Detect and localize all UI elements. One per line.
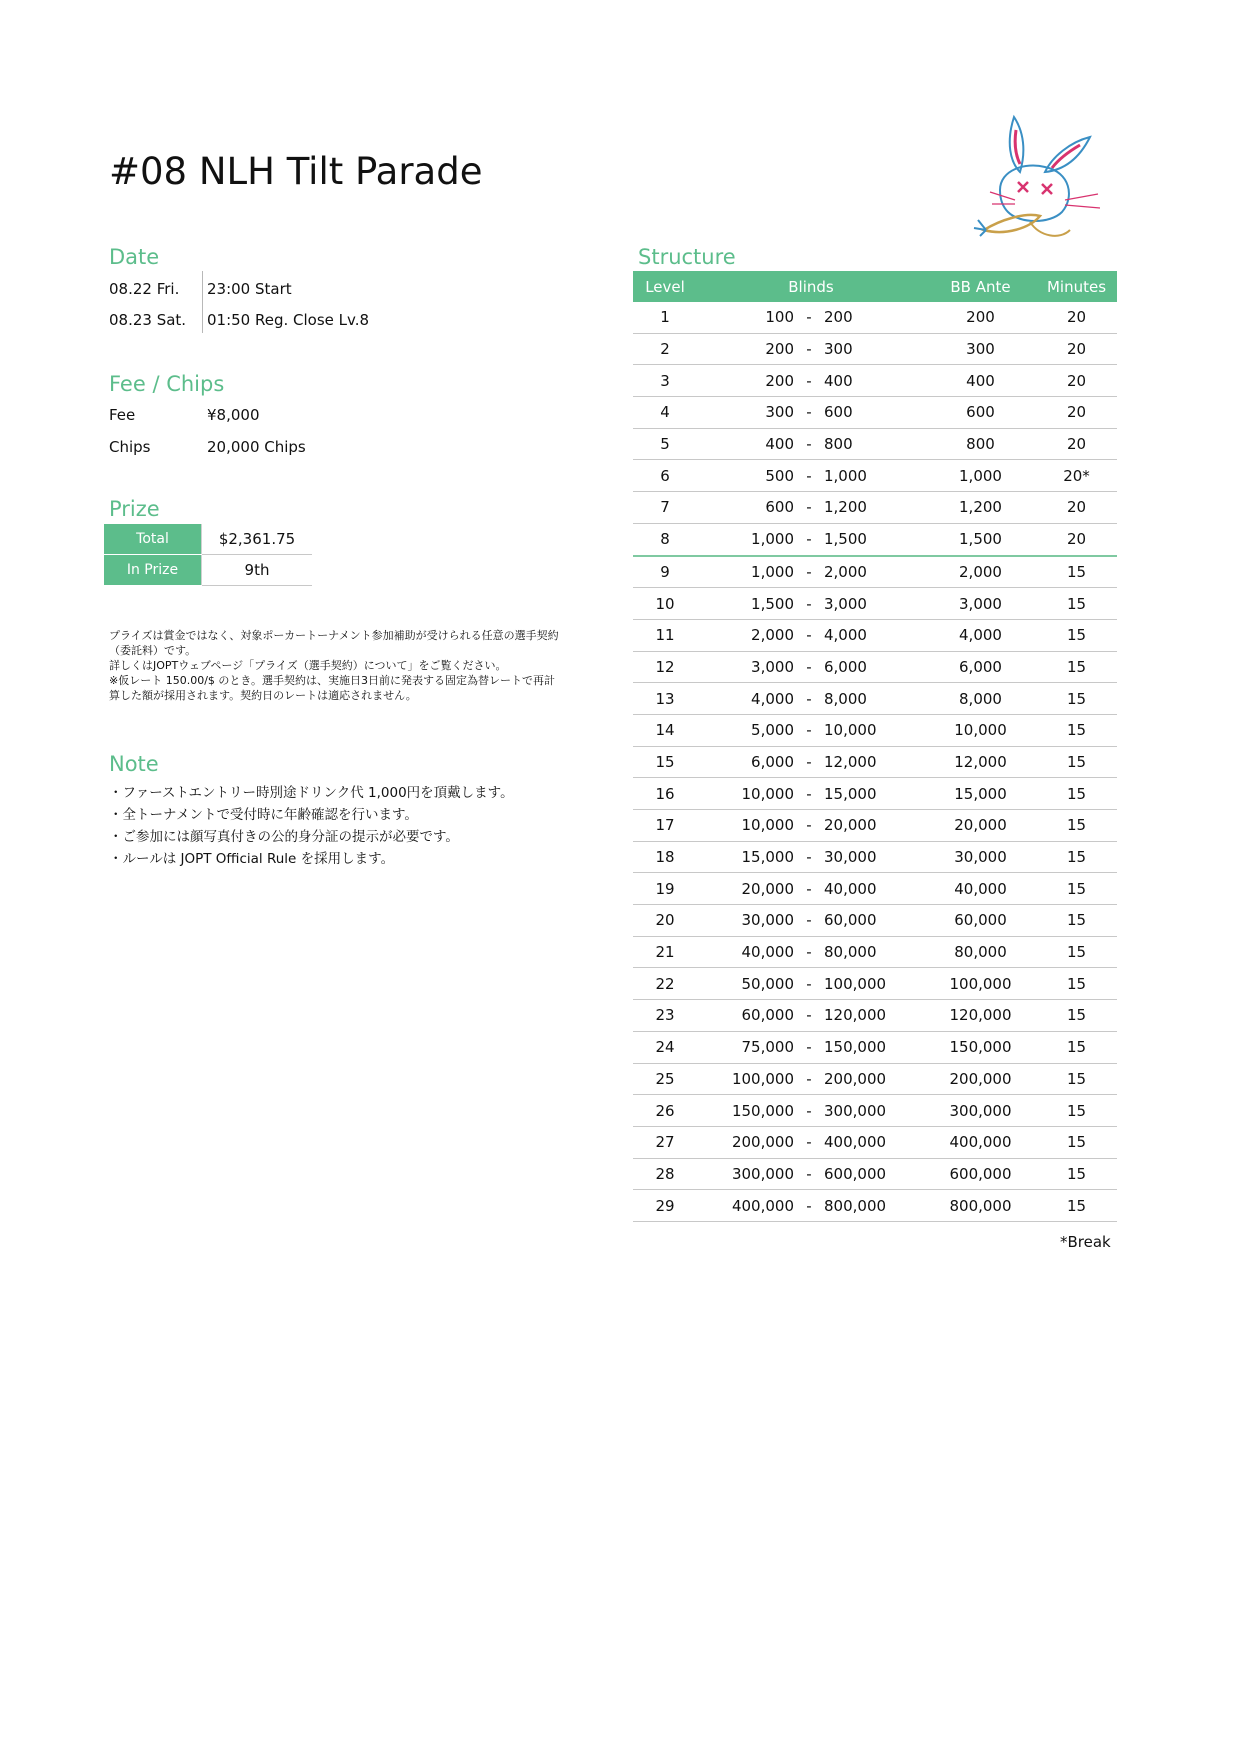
big-blind-cell: 10,000 bbox=[824, 714, 925, 746]
disclaimer-line: （委託料）です。 bbox=[109, 644, 197, 657]
bb-ante-cell: 80,000 bbox=[925, 936, 1036, 968]
big-blind-cell: 60,000 bbox=[824, 905, 925, 937]
small-blind-cell: 1,000 bbox=[697, 523, 794, 555]
chips-value: 20,000 Chips bbox=[207, 438, 306, 456]
bb-ante-cell: 800 bbox=[925, 428, 1036, 460]
bb-ante-cell: 60,000 bbox=[925, 905, 1036, 937]
small-blind-cell: 150,000 bbox=[697, 1095, 794, 1127]
structure-row bbox=[633, 460, 1117, 492]
level-cell: 23 bbox=[633, 1000, 697, 1032]
blind-separator: - bbox=[794, 619, 824, 651]
structure-row bbox=[633, 1158, 1117, 1190]
bb-ante-cell: 1,000 bbox=[925, 460, 1036, 492]
small-blind-cell: 100,000 bbox=[697, 1063, 794, 1095]
bb-ante-cell: 4,000 bbox=[925, 619, 1036, 651]
chips-label: Chips bbox=[109, 438, 151, 456]
big-blind-cell: 1,200 bbox=[824, 492, 925, 524]
bb-ante-cell: 30,000 bbox=[925, 841, 1036, 873]
minutes-cell: 15 bbox=[1036, 1000, 1117, 1032]
small-blind-cell: 200 bbox=[697, 333, 794, 365]
structure-row bbox=[633, 1190, 1117, 1222]
bb-ante-cell: 600,000 bbox=[925, 1158, 1036, 1190]
small-blind-cell: 15,000 bbox=[697, 841, 794, 873]
minutes-cell: 15 bbox=[1036, 1063, 1117, 1095]
small-blind-cell: 75,000 bbox=[697, 1031, 794, 1063]
structure-row bbox=[633, 333, 1117, 365]
structure-row bbox=[633, 873, 1117, 905]
big-blind-cell: 40,000 bbox=[824, 873, 925, 905]
level-cell: 6 bbox=[633, 460, 697, 492]
blind-separator: - bbox=[794, 714, 824, 746]
structure-table bbox=[633, 271, 1117, 1222]
page-title: #08 NLH Tilt Parade bbox=[109, 150, 483, 193]
prize-total-value: $2,361.75 bbox=[202, 524, 313, 555]
structure-row bbox=[633, 746, 1117, 778]
structure-row bbox=[633, 651, 1117, 683]
blind-separator: - bbox=[794, 936, 824, 968]
big-blind-cell: 400,000 bbox=[824, 1126, 925, 1158]
note-heading: Note bbox=[109, 752, 159, 776]
level-cell: 10 bbox=[633, 588, 697, 620]
level-cell: 29 bbox=[633, 1190, 697, 1222]
level-cell: 9 bbox=[633, 556, 697, 588]
minutes-cell: 15 bbox=[1036, 619, 1117, 651]
structure-row bbox=[633, 588, 1117, 620]
small-blind-cell: 200 bbox=[697, 365, 794, 397]
prize-heading: Prize bbox=[109, 497, 160, 521]
structure-body bbox=[633, 302, 1117, 1221]
blind-separator: - bbox=[794, 365, 824, 397]
structure-row bbox=[633, 523, 1117, 555]
structure-row bbox=[633, 1000, 1117, 1032]
small-blind-cell: 400,000 bbox=[697, 1190, 794, 1222]
blind-separator: - bbox=[794, 683, 824, 715]
big-blind-cell: 200,000 bbox=[824, 1063, 925, 1095]
blind-separator: - bbox=[794, 492, 824, 524]
prize-disclaimer bbox=[109, 628, 589, 703]
big-blind-cell: 6,000 bbox=[824, 651, 925, 683]
level-cell: 2 bbox=[633, 333, 697, 365]
header-level: Level bbox=[633, 271, 697, 302]
level-cell: 17 bbox=[633, 810, 697, 842]
level-cell: 26 bbox=[633, 1095, 697, 1127]
small-blind-cell: 600 bbox=[697, 492, 794, 524]
minutes-cell: 15 bbox=[1036, 1158, 1117, 1190]
blind-separator: - bbox=[794, 428, 824, 460]
blind-separator: - bbox=[794, 302, 824, 333]
date-day-1: 08.22 Fri. bbox=[109, 280, 180, 298]
bb-ante-cell: 400 bbox=[925, 365, 1036, 397]
minutes-cell: 20 bbox=[1036, 428, 1117, 460]
structure-header-row bbox=[633, 271, 1117, 302]
big-blind-cell: 100,000 bbox=[824, 968, 925, 1000]
big-blind-cell: 300 bbox=[824, 333, 925, 365]
structure-row bbox=[633, 683, 1117, 715]
minutes-cell: 15 bbox=[1036, 714, 1117, 746]
header-blinds: Blinds bbox=[697, 271, 925, 302]
structure-row bbox=[633, 1031, 1117, 1063]
bb-ante-cell: 150,000 bbox=[925, 1031, 1036, 1063]
minutes-cell: 20* bbox=[1036, 460, 1117, 492]
blind-separator: - bbox=[794, 746, 824, 778]
header-minutes: Minutes bbox=[1036, 271, 1117, 302]
blind-separator: - bbox=[794, 460, 824, 492]
minutes-cell: 15 bbox=[1036, 1031, 1117, 1063]
structure-row bbox=[633, 968, 1117, 1000]
big-blind-cell: 400 bbox=[824, 365, 925, 397]
blind-separator: - bbox=[794, 1000, 824, 1032]
bb-ante-cell: 400,000 bbox=[925, 1126, 1036, 1158]
big-blind-cell: 800,000 bbox=[824, 1190, 925, 1222]
structure-row bbox=[633, 810, 1117, 842]
prize-inprize-label: In Prize bbox=[104, 555, 202, 586]
minutes-cell: 20 bbox=[1036, 365, 1117, 397]
fee-heading: Fee / Chips bbox=[109, 372, 225, 396]
big-blind-cell: 600,000 bbox=[824, 1158, 925, 1190]
blind-separator: - bbox=[794, 1095, 824, 1127]
minutes-cell: 15 bbox=[1036, 936, 1117, 968]
big-blind-cell: 300,000 bbox=[824, 1095, 925, 1127]
small-blind-cell: 300,000 bbox=[697, 1158, 794, 1190]
level-cell: 5 bbox=[633, 428, 697, 460]
big-blind-cell: 800 bbox=[824, 428, 925, 460]
bb-ante-cell: 20,000 bbox=[925, 810, 1036, 842]
bb-ante-cell: 200,000 bbox=[925, 1063, 1036, 1095]
note-item: ・ファーストエントリー時別途ドリンク代 1,000円を頂戴します。 bbox=[109, 785, 514, 801]
level-cell: 27 bbox=[633, 1126, 697, 1158]
level-cell: 3 bbox=[633, 365, 697, 397]
minutes-cell: 20 bbox=[1036, 492, 1117, 524]
big-blind-cell: 120,000 bbox=[824, 1000, 925, 1032]
structure-row bbox=[633, 428, 1117, 460]
level-cell: 11 bbox=[633, 619, 697, 651]
minutes-cell: 15 bbox=[1036, 778, 1117, 810]
minutes-cell: 15 bbox=[1036, 841, 1117, 873]
small-blind-cell: 2,000 bbox=[697, 619, 794, 651]
date-heading: Date bbox=[109, 245, 160, 269]
prize-total-label: Total bbox=[104, 524, 202, 555]
blind-separator: - bbox=[794, 397, 824, 429]
level-cell: 8 bbox=[633, 523, 697, 555]
big-blind-cell: 4,000 bbox=[824, 619, 925, 651]
minutes-cell: 15 bbox=[1036, 746, 1117, 778]
small-blind-cell: 500 bbox=[697, 460, 794, 492]
blind-separator: - bbox=[794, 1063, 824, 1095]
structure-row bbox=[633, 492, 1117, 524]
bb-ante-cell: 300,000 bbox=[925, 1095, 1036, 1127]
blind-separator: - bbox=[794, 873, 824, 905]
blind-separator: - bbox=[794, 968, 824, 1000]
small-blind-cell: 50,000 bbox=[697, 968, 794, 1000]
fee-label: Fee bbox=[109, 406, 136, 424]
level-cell: 22 bbox=[633, 968, 697, 1000]
minutes-cell: 15 bbox=[1036, 1095, 1117, 1127]
big-blind-cell: 2,000 bbox=[824, 556, 925, 588]
big-blind-cell: 1,000 bbox=[824, 460, 925, 492]
bb-ante-cell: 3,000 bbox=[925, 588, 1036, 620]
small-blind-cell: 1,500 bbox=[697, 588, 794, 620]
minutes-cell: 15 bbox=[1036, 905, 1117, 937]
big-blind-cell: 15,000 bbox=[824, 778, 925, 810]
note-item: ・ご参加には顔写真付きの公的身分証の提示が必要です。 bbox=[109, 829, 459, 845]
disclaimer-line: プライズは賞金ではなく、対象ポーカートーナメント参加補助が受けられる任意の選手契約 bbox=[109, 629, 559, 642]
minutes-cell: 15 bbox=[1036, 873, 1117, 905]
bb-ante-cell: 40,000 bbox=[925, 873, 1036, 905]
structure-row bbox=[633, 936, 1117, 968]
small-blind-cell: 300 bbox=[697, 397, 794, 429]
bb-ante-cell: 6,000 bbox=[925, 651, 1036, 683]
small-blind-cell: 6,000 bbox=[697, 746, 794, 778]
bb-ante-cell: 600 bbox=[925, 397, 1036, 429]
structure-row bbox=[633, 1063, 1117, 1095]
date-day-2: 08.23 Sat. bbox=[109, 311, 187, 329]
bb-ante-cell: 1,200 bbox=[925, 492, 1036, 524]
bb-ante-cell: 10,000 bbox=[925, 714, 1036, 746]
small-blind-cell: 4,000 bbox=[697, 683, 794, 715]
big-blind-cell: 30,000 bbox=[824, 841, 925, 873]
blind-separator: - bbox=[794, 523, 824, 555]
minutes-cell: 15 bbox=[1036, 968, 1117, 1000]
small-blind-cell: 100 bbox=[697, 302, 794, 333]
minutes-cell: 20 bbox=[1036, 302, 1117, 333]
date-divider bbox=[202, 271, 203, 333]
blind-separator: - bbox=[794, 1158, 824, 1190]
structure-row bbox=[633, 1095, 1117, 1127]
minutes-cell: 15 bbox=[1036, 556, 1117, 588]
level-cell: 4 bbox=[633, 397, 697, 429]
disclaimer-line: ※仮レート 150.00/$ のとき。選手契約は、実施日3日前に発表する固定為替レートで再計 bbox=[109, 674, 555, 687]
big-blind-cell: 80,000 bbox=[824, 936, 925, 968]
level-cell: 16 bbox=[633, 778, 697, 810]
bb-ante-cell: 8,000 bbox=[925, 683, 1036, 715]
level-cell: 15 bbox=[633, 746, 697, 778]
blind-separator: - bbox=[794, 810, 824, 842]
small-blind-cell: 3,000 bbox=[697, 651, 794, 683]
prize-table bbox=[104, 524, 312, 586]
small-blind-cell: 10,000 bbox=[697, 778, 794, 810]
bb-ante-cell: 2,000 bbox=[925, 556, 1036, 588]
disclaimer-line: 詳しくはJOPTウェブページ「プライズ（選手契約）について」をご覧ください。 bbox=[109, 659, 507, 672]
structure-row bbox=[633, 714, 1117, 746]
small-blind-cell: 200,000 bbox=[697, 1126, 794, 1158]
blind-separator: - bbox=[794, 588, 824, 620]
structure-row bbox=[633, 556, 1117, 588]
blind-separator: - bbox=[794, 1126, 824, 1158]
bb-ante-cell: 300 bbox=[925, 333, 1036, 365]
prize-inprize-row bbox=[104, 555, 312, 586]
minutes-cell: 20 bbox=[1036, 333, 1117, 365]
note-item: ・全トーナメントで受付時に年齢確認を行います。 bbox=[109, 807, 418, 823]
structure-row bbox=[633, 905, 1117, 937]
blind-separator: - bbox=[794, 333, 824, 365]
small-blind-cell: 5,000 bbox=[697, 714, 794, 746]
blind-separator: - bbox=[794, 778, 824, 810]
note-list bbox=[109, 782, 514, 870]
note-item: ・ルールは JOPT Official Rule を採用します。 bbox=[109, 851, 395, 867]
header-bb-ante: BB Ante bbox=[925, 271, 1036, 302]
bb-ante-cell: 800,000 bbox=[925, 1190, 1036, 1222]
small-blind-cell: 1,000 bbox=[697, 556, 794, 588]
bb-ante-cell: 200 bbox=[925, 302, 1036, 333]
fee-value: ¥8,000 bbox=[207, 406, 260, 424]
level-cell: 7 bbox=[633, 492, 697, 524]
minutes-cell: 15 bbox=[1036, 651, 1117, 683]
small-blind-cell: 400 bbox=[697, 428, 794, 460]
bb-ante-cell: 100,000 bbox=[925, 968, 1036, 1000]
prize-total-row bbox=[104, 524, 312, 555]
level-cell: 19 bbox=[633, 873, 697, 905]
blind-separator: - bbox=[794, 1031, 824, 1063]
break-note: *Break bbox=[1060, 1233, 1111, 1251]
level-cell: 14 bbox=[633, 714, 697, 746]
level-cell: 12 bbox=[633, 651, 697, 683]
structure-row bbox=[633, 619, 1117, 651]
small-blind-cell: 20,000 bbox=[697, 873, 794, 905]
bb-ante-cell: 1,500 bbox=[925, 523, 1036, 555]
structure-heading: Structure bbox=[638, 245, 736, 269]
disclaimer-line: 算した額が採用されます。契約日のレートは適応されません。 bbox=[109, 689, 417, 702]
level-cell: 25 bbox=[633, 1063, 697, 1095]
level-cell: 1 bbox=[633, 302, 697, 333]
level-cell: 20 bbox=[633, 905, 697, 937]
small-blind-cell: 60,000 bbox=[697, 1000, 794, 1032]
big-blind-cell: 1,500 bbox=[824, 523, 925, 555]
structure-row bbox=[633, 365, 1117, 397]
bb-ante-cell: 15,000 bbox=[925, 778, 1036, 810]
minutes-cell: 15 bbox=[1036, 588, 1117, 620]
date-event-2: 01:50 Reg. Close Lv.8 bbox=[207, 311, 370, 329]
minutes-cell: 15 bbox=[1036, 810, 1117, 842]
minutes-cell: 15 bbox=[1036, 683, 1117, 715]
bb-ante-cell: 120,000 bbox=[925, 1000, 1036, 1032]
big-blind-cell: 8,000 bbox=[824, 683, 925, 715]
big-blind-cell: 600 bbox=[824, 397, 925, 429]
minutes-cell: 20 bbox=[1036, 523, 1117, 555]
structure-row bbox=[633, 841, 1117, 873]
big-blind-cell: 150,000 bbox=[824, 1031, 925, 1063]
level-cell: 21 bbox=[633, 936, 697, 968]
minutes-cell: 15 bbox=[1036, 1126, 1117, 1158]
level-cell: 24 bbox=[633, 1031, 697, 1063]
big-blind-cell: 3,000 bbox=[824, 588, 925, 620]
blind-separator: - bbox=[794, 1190, 824, 1222]
big-blind-cell: 20,000 bbox=[824, 810, 925, 842]
structure-row bbox=[633, 1126, 1117, 1158]
minutes-cell: 15 bbox=[1036, 1190, 1117, 1222]
prize-inprize-value: 9th bbox=[202, 555, 313, 586]
small-blind-cell: 10,000 bbox=[697, 810, 794, 842]
small-blind-cell: 40,000 bbox=[697, 936, 794, 968]
structure-row bbox=[633, 302, 1117, 333]
level-cell: 13 bbox=[633, 683, 697, 715]
level-cell: 28 bbox=[633, 1158, 697, 1190]
big-blind-cell: 200 bbox=[824, 302, 925, 333]
level-cell: 18 bbox=[633, 841, 697, 873]
rabbit-logo-icon bbox=[970, 112, 1120, 252]
blind-separator: - bbox=[794, 841, 824, 873]
big-blind-cell: 12,000 bbox=[824, 746, 925, 778]
bb-ante-cell: 12,000 bbox=[925, 746, 1036, 778]
minutes-cell: 20 bbox=[1036, 397, 1117, 429]
date-event-1: 23:00 Start bbox=[207, 280, 292, 298]
small-blind-cell: 30,000 bbox=[697, 905, 794, 937]
blind-separator: - bbox=[794, 651, 824, 683]
structure-row bbox=[633, 778, 1117, 810]
blind-separator: - bbox=[794, 905, 824, 937]
structure-row bbox=[633, 397, 1117, 429]
blind-separator: - bbox=[794, 556, 824, 588]
